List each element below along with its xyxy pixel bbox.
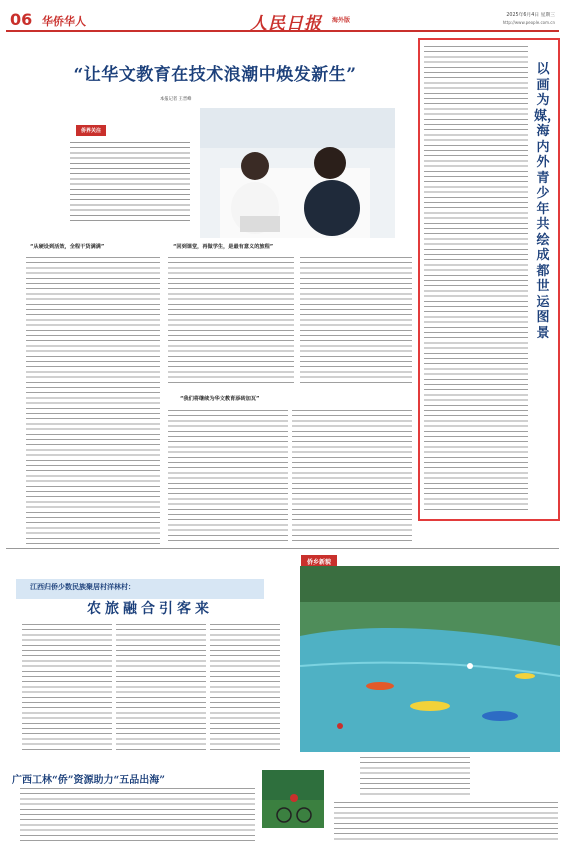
section-head-2: “回到课堂，再做学生，是最有意义的旅程” [173, 244, 274, 250]
section-head-1: “从硬设到活效，全程干货满满” [30, 244, 105, 250]
right-vertical-title: 以画为媒，海内外青少年共绘成都世运图景 [534, 62, 561, 341]
jiangxi-text-1 [22, 622, 112, 752]
body-col-1 [26, 255, 160, 545]
qiaoxiang-badge: 侨乡新貌 [301, 555, 337, 568]
rafting-photo [300, 566, 560, 752]
body-col-2 [168, 255, 294, 383]
guangxi-photo [262, 770, 324, 828]
intro-text-block [70, 140, 190, 224]
body-col-5 [292, 408, 412, 545]
jiangxi-subtitle: 江西归侨少数民族聚居村洋林村： [30, 583, 135, 591]
jiangxi-title: 农旅融合引客来 [87, 601, 213, 617]
bike-photo [262, 770, 324, 828]
right-col-text [424, 44, 528, 514]
masthead-sub: 海外版 [332, 17, 351, 24]
jiangxi-text-2 [116, 622, 206, 752]
page-number: 06 [10, 10, 33, 29]
guangxi-text [20, 786, 255, 841]
teachers-photo [200, 108, 395, 238]
page-section-name: 华侨华人 [42, 15, 86, 28]
right-bottom-caption [334, 800, 558, 840]
rafting-caption [360, 755, 470, 797]
byline: 本报记者 王晋峰 [160, 97, 192, 102]
masthead-logo: 人民日报 [250, 14, 322, 34]
jiangxi-text-3 [210, 622, 280, 752]
page-header [6, 4, 559, 32]
body-col-4 [168, 408, 288, 545]
divider-h [6, 548, 559, 549]
main-photo [200, 108, 395, 238]
river-photo [300, 566, 560, 752]
guangxi-headline: 广西工林“侨”资源助力“五品出海” [12, 775, 166, 786]
column-badge: 侨界关注 [76, 125, 106, 136]
issue-date: 2025年6月4日 星期三 [506, 13, 555, 18]
site-url[interactable]: http://www.people.com.cn [502, 20, 555, 25]
body-col-3 [300, 255, 412, 383]
main-headline: “让华文教育在技术浪潮中焕发新生” [73, 65, 357, 85]
section-head-3: “我们将继续为华文教育添砖加瓦” [180, 396, 260, 402]
